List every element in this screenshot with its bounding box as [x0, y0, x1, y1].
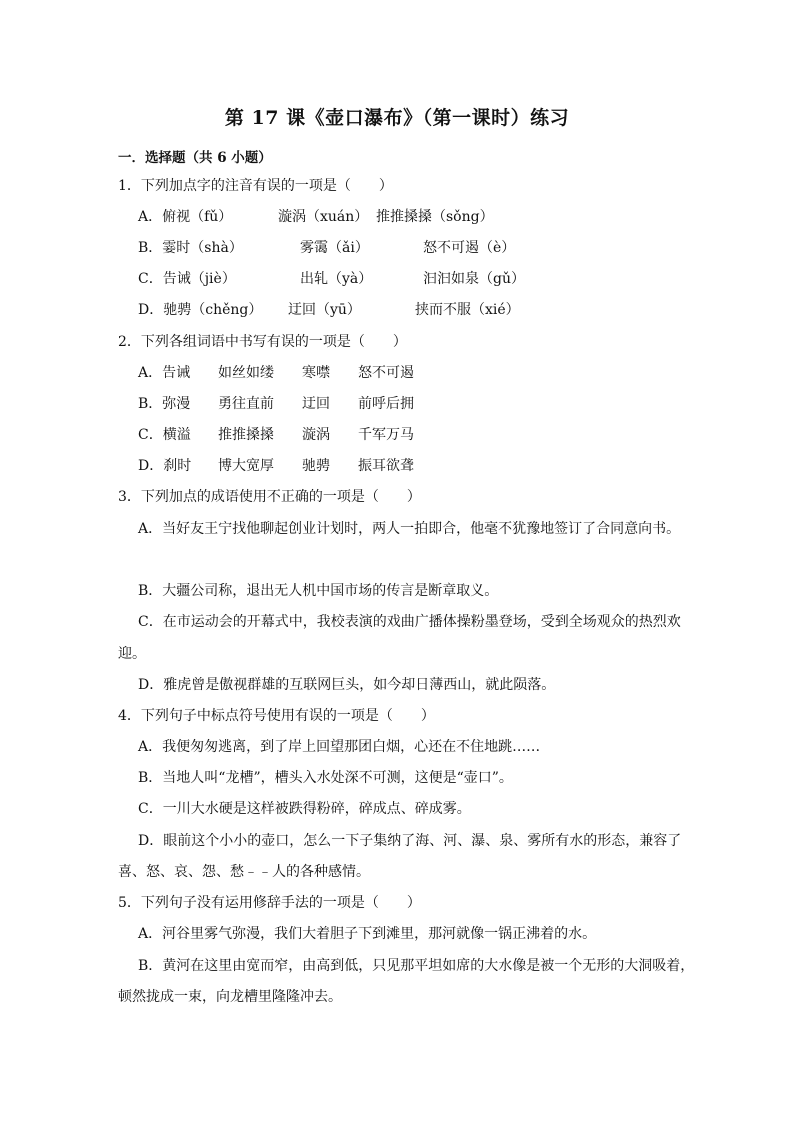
option-part: 驰骋	[302, 458, 330, 474]
option-part: 寒噤	[302, 365, 330, 381]
option-part: D．刹时	[138, 458, 192, 474]
question-3-option-b: B．大疆公司称，退出无人机中国市场的传言是断章取义。	[138, 583, 499, 599]
question-4-option-d: D．眼前这个小小的壶口，怎么一下子集纳了海、河、瀑、泉、雾所有水的形态，兼容了	[138, 833, 682, 849]
section-heading: 一．选择题（共 6 小题）	[118, 150, 272, 166]
option-part: 怒不可遏	[358, 365, 414, 381]
question-2-option-c	[138, 426, 414, 444]
question-4-option-c: C．一川大水硬是这样被跌得粉碎，碎成点、碎成雾。	[138, 801, 471, 817]
question-1-option-b	[138, 239, 515, 257]
option-part: D．驰骋（chěng）	[138, 302, 263, 318]
option-part: 如丝如缕	[218, 365, 274, 381]
option-part: 推推搡搡（sǒng）	[376, 209, 494, 225]
question-5-stem: 5．下列句子没有运用修辞手法的一项是（ ）	[118, 895, 421, 911]
option-part: C．告诫（jiè）	[138, 271, 236, 287]
question-5-option-b-cont: 顿然拢成一束，向龙槽里隆隆冲去。	[118, 989, 342, 1005]
question-3-option-a: A．当好友王宁找他聊起创业计划时，两人一拍即合，他毫不犹豫地签订了合同意向书。	[138, 521, 681, 537]
option-part: 漩涡（xuán）	[278, 209, 369, 225]
question-3-option-d: D．雅虎曾是傲视群雄的互联网巨头，如今却日薄西山，就此陨落。	[138, 677, 556, 693]
question-5-option-a: A．河谷里雾气弥漫，我们大着胆子下到滩里，那河就像一锅正沸着的水。	[138, 926, 597, 942]
option-part: B．霎时（shà）	[138, 240, 243, 256]
question-4-option-d-cont: 喜、怒、哀、怨、愁﹣﹣人的各种感情。	[118, 864, 370, 880]
option-part: 迂回（yū）	[288, 302, 361, 318]
question-3-stem: 3．下列加点的成语使用不正确的一项是（ ）	[118, 489, 421, 505]
question-3-option-c: C．在市运动会的开幕式中，我校表演的戏曲广播体操粉墨登场，受到全场观众的热烈欢	[138, 614, 681, 630]
option-part: 汩汩如泉（gǔ）	[423, 271, 525, 287]
question-4-option-a: A．我便匆匆逃离，到了岸上回望那团白烟，心还在不住地跳……	[138, 739, 541, 755]
option-part: 漩涡	[302, 427, 330, 443]
option-part: 千军万马	[358, 427, 414, 443]
option-part: 出轧（yà）	[300, 271, 373, 287]
question-3-option-c-cont: 迎。	[118, 646, 146, 662]
question-2-option-a	[138, 364, 414, 382]
option-part: 博大宽厚	[218, 458, 274, 474]
question-2-option-d	[138, 457, 414, 475]
page-title: 第 17 课《壶口瀑布》（第一课时）练习	[224, 107, 570, 129]
option-part: 雾霭（ǎi）	[300, 240, 369, 256]
option-part: A．俯视（fǔ）	[138, 209, 233, 225]
option-part: B．弥漫	[138, 396, 191, 412]
question-4-stem: 4．下列句子中标点符号使用有误的一项是（ ）	[118, 708, 435, 724]
question-2-stem: 2．下列各组词语中书写有误的一项是（ ）	[118, 334, 407, 350]
question-4-option-b: B．当地人叫“龙槽”，槽头入水处深不可测，这便是“壶口”。	[138, 770, 513, 786]
question-1-option-a	[138, 208, 494, 226]
option-part: 怒不可遏（è）	[423, 240, 516, 256]
question-2-option-b	[138, 395, 414, 413]
option-part: 前呼后拥	[358, 396, 414, 412]
option-part: A．告诫	[138, 365, 191, 381]
option-part: 迂回	[302, 396, 330, 412]
question-1-stem: 1．下列加点字的注音有误的一项是（ ）	[118, 178, 393, 194]
question-5-option-b: B．黄河在这里由宽而窄，由高到低，只见那平坦如席的大水像是被一个无形的大洞吸着，	[138, 958, 695, 974]
option-part: 挟而不服（xié）	[415, 302, 520, 318]
question-1-option-c	[138, 270, 525, 288]
option-part: C．横溢	[138, 427, 191, 443]
question-1-option-d	[138, 301, 520, 319]
option-part: 勇往直前	[218, 396, 274, 412]
option-part: 推推搡搡	[218, 427, 274, 443]
option-part: 振耳欲聋	[358, 458, 414, 474]
